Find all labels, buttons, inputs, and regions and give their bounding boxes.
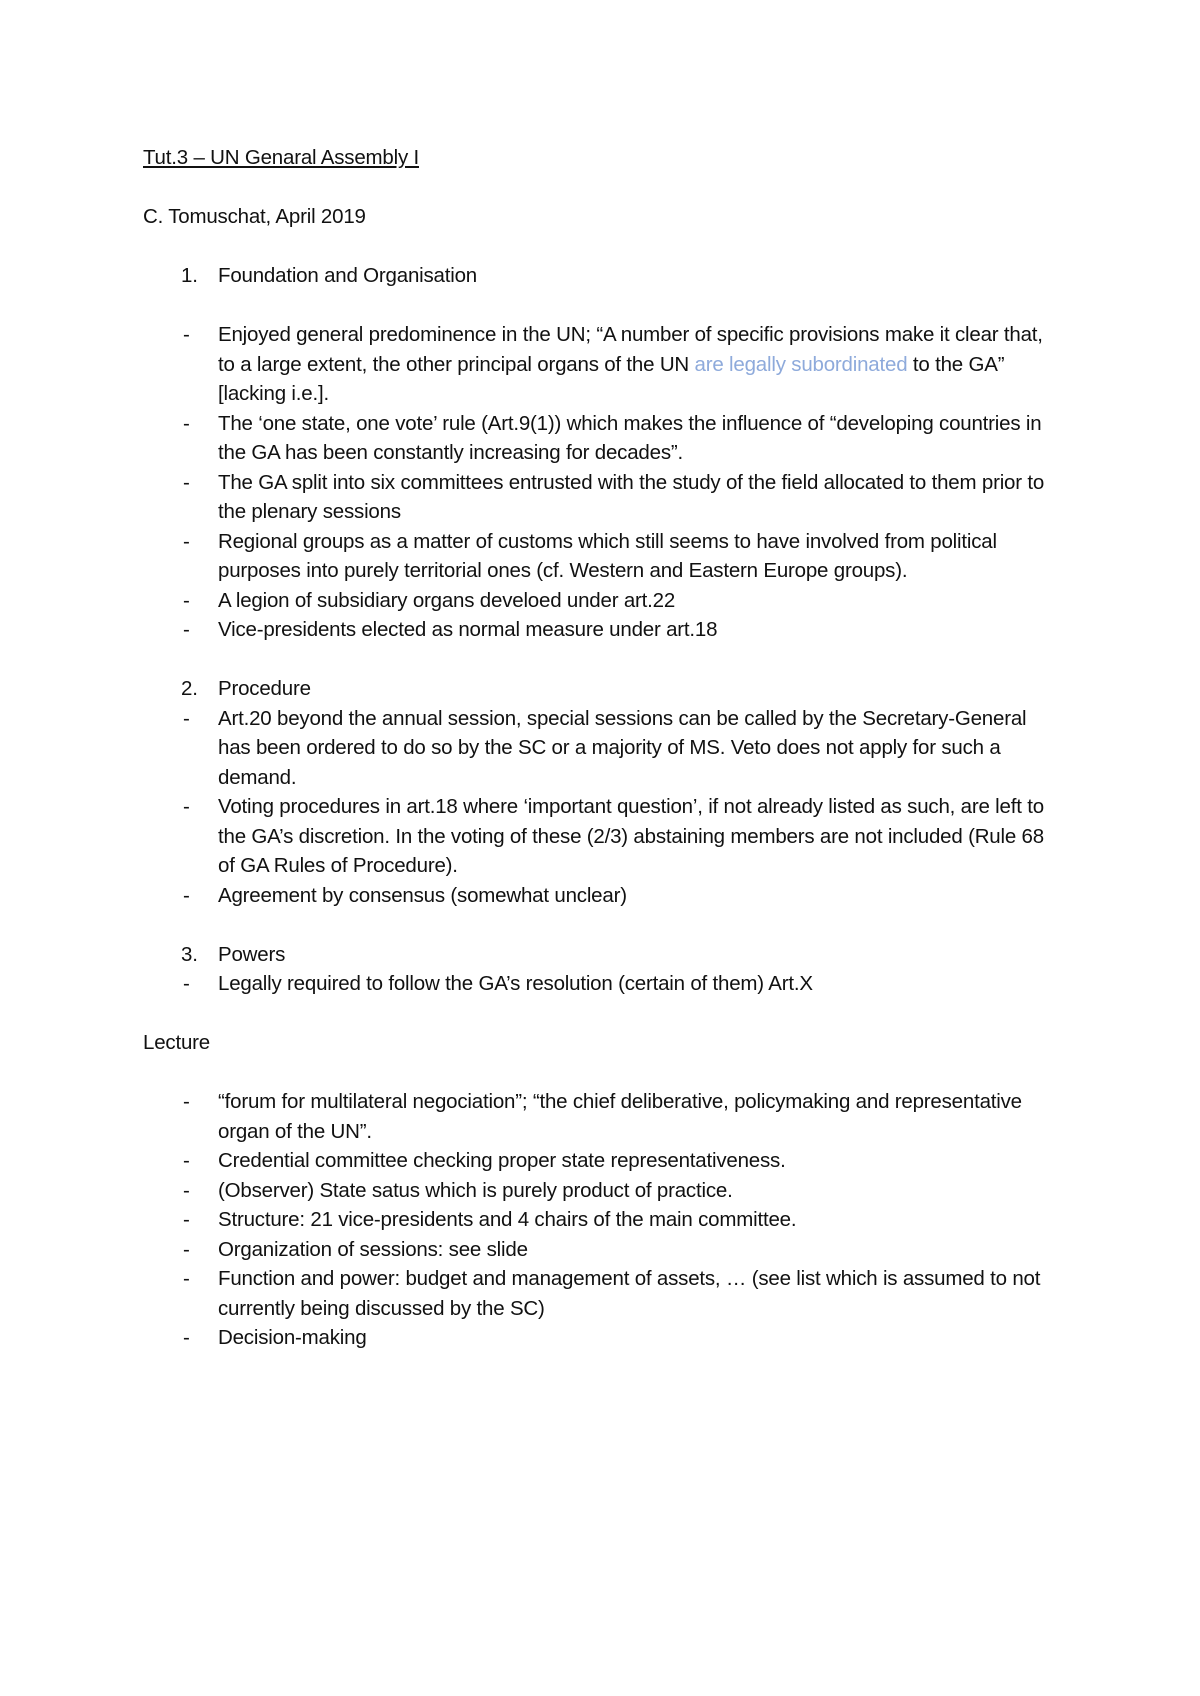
list-item	[143, 881, 1063, 911]
dash-bullet: -	[183, 883, 190, 907]
dash-bullet: -	[183, 618, 190, 641]
dash-bullet: -	[183, 1149, 190, 1172]
dash-bullet: -	[183, 588, 190, 612]
list-item	[143, 409, 1063, 468]
list-item-text: Agreement by consensus (somewhat unclear)	[218, 883, 627, 907]
list-item-text: Credential committee checking proper state representativeness.	[218, 1149, 786, 1172]
list-item-text: Enjoyed general predominence in the UN; “A number of specific provisions make it clear that, to a large extent, the other principal organs of the UN	[218, 323, 1043, 376]
dash-bullet: -	[183, 1237, 190, 1261]
dash-bullet: -	[183, 1178, 190, 1202]
dash-bullet: -	[183, 411, 190, 435]
author-line: C. Tomuschat, April 2019	[143, 205, 366, 228]
list-item	[143, 1323, 1063, 1353]
list-item-text: Regional groups as a matter of customs which still seems to have involved from political purposes into purely territorial ones (cf. Western and Eastern Europe groups).	[218, 529, 997, 582]
section-heading-powers	[143, 940, 1063, 970]
list-item-text: Voting procedures in art.18 where ‘important question’, if not already listed as such, are left to the GA’s discretion. In the voting of these (2/3) abstaining members are not included (Rule 68 of GA Rules of Procedure).	[218, 795, 1044, 877]
list-item	[143, 1205, 1063, 1235]
list-item	[143, 1087, 1063, 1146]
dash-bullet: -	[183, 529, 190, 553]
list-item-text: to the GA” [lacking i.e.].	[218, 352, 1005, 405]
dash-bullet: -	[183, 1326, 190, 1349]
section-heading-procedure	[143, 674, 1063, 704]
list-item	[143, 1235, 1063, 1265]
list-item	[143, 1176, 1063, 1206]
dash-bullet: -	[183, 1090, 190, 1113]
lecture-bullet-list	[143, 1087, 1063, 1353]
document-title: Tut.3 – UN Genaral Assembly I	[143, 146, 419, 169]
list-item-text: The ‘one state, one vote’ rule (Art.9(1)) which makes the influence of “developing countries in the GA has been constantly increasing for decades”.	[218, 411, 1042, 464]
section-heading-text: Powers	[218, 942, 286, 966]
section-number: 2.	[181, 677, 198, 700]
list-item	[143, 320, 1063, 409]
list-item-text: Vice-presidents elected as normal measure under art.18	[218, 618, 718, 641]
list-item-text: Decision-making	[218, 1326, 367, 1349]
dash-bullet: -	[183, 323, 190, 346]
list-item-text: Legally required to follow the GA’s resolution (certain of them) Art.X	[218, 972, 813, 995]
dash-bullet: -	[183, 1267, 190, 1290]
highlighted-link-text[interactable]: are legally subordinated	[694, 352, 908, 376]
section1-bullet-list	[143, 320, 1063, 645]
list-item-text: The GA split into six committees entrusted with the study of the field allocated to them prior to the plenary sessions	[218, 470, 1045, 523]
list-item	[143, 1264, 1063, 1323]
list-item	[143, 969, 1063, 999]
list-item	[143, 527, 1063, 586]
list-item	[143, 615, 1063, 645]
list-item	[143, 586, 1063, 616]
list-item-text: (Observer) State satus which is purely product of practice.	[218, 1178, 733, 1202]
list-item-text: Structure: 21 vice-presidents and 4 chairs of the main committee.	[218, 1208, 797, 1231]
list-item	[143, 468, 1063, 527]
lecture-heading: Lecture	[143, 1031, 210, 1054]
list-item-text: Art.20 beyond the annual session, special sessions can be called by the Secretary-General has been ordered to do so by the SC or a majority of MS. Veto does not apply for such a demand.	[218, 706, 1027, 789]
dash-bullet: -	[183, 706, 190, 730]
list-item	[143, 704, 1063, 793]
section3-bullet-list	[143, 969, 1063, 999]
section-number: 3.	[181, 942, 198, 966]
dash-bullet: -	[183, 972, 190, 995]
list-item	[143, 792, 1063, 881]
list-item-text: A legion of subsidiary organs develoed under art.22	[218, 588, 676, 612]
list-item	[143, 1146, 1063, 1176]
dash-bullet: -	[183, 795, 190, 818]
dash-bullet: -	[183, 1208, 190, 1231]
section-heading-text: Procedure	[218, 677, 311, 700]
dash-bullet: -	[183, 470, 190, 494]
document-body	[143, 143, 1063, 1353]
section2-bullet-list	[143, 704, 1063, 911]
list-item-text: Organization of sessions: see slide	[218, 1237, 528, 1261]
list-item-text: “forum for multilateral negociation”; “the chief deliberative, policymaking and representative organ of the UN”.	[218, 1090, 1022, 1143]
section-number: 1.	[181, 264, 198, 287]
list-item-text: Function and power: budget and management of assets, … (see list which is assumed to not currently being discussed by the SC)	[218, 1267, 1041, 1320]
section-heading-foundation	[143, 261, 1063, 291]
section-heading-text: Foundation and Organisation	[218, 264, 478, 287]
